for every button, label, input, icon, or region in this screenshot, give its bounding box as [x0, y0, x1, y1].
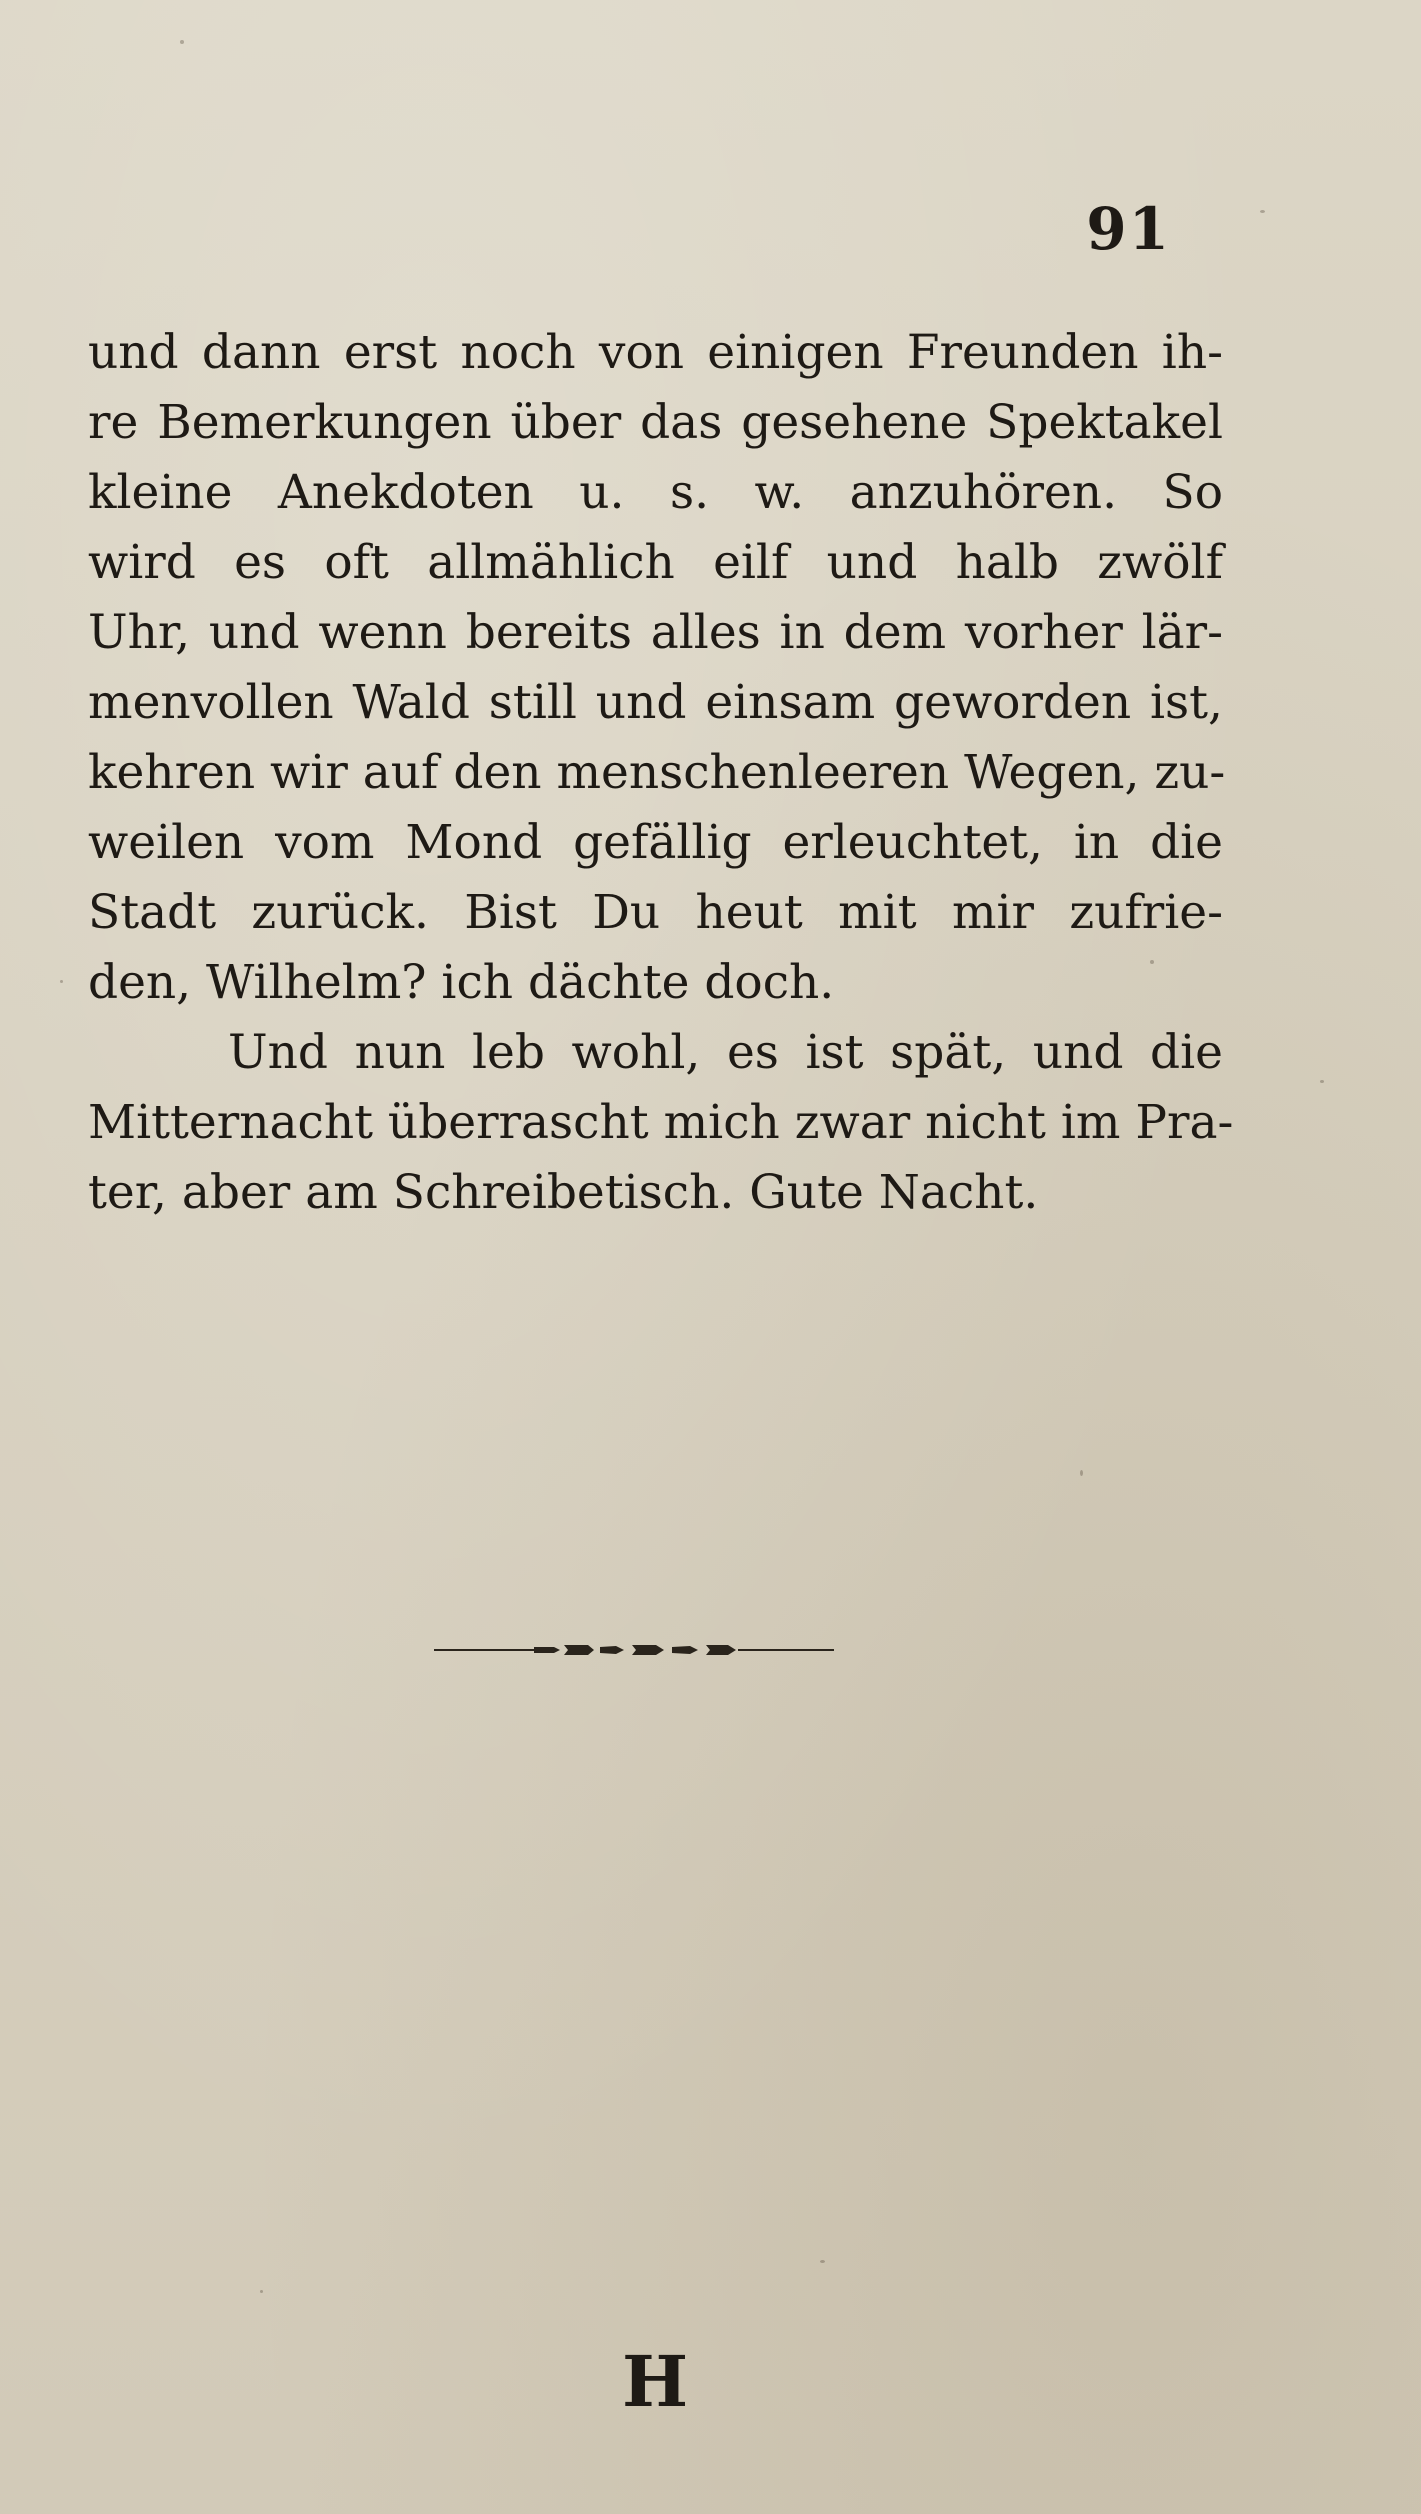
paper-speck: [260, 2290, 263, 2293]
paper-speck: [1260, 210, 1265, 213]
text-line: kehren wir auf den menschenleeren Wegen, zu-: [88, 745, 1226, 800]
signature-mark: H: [622, 2340, 689, 2423]
text-line: ter, aber am Schreibetisch. Gute Nacht.: [88, 1165, 1039, 1220]
text-line: den, Wilhelm? ich dächte doch.: [88, 955, 835, 1010]
text-line: weilen vom Mond gefällig erleuchtet, in die: [88, 815, 1223, 870]
text-line: Stadt zurück. Bist Du heut mit mir zufrie-: [88, 885, 1223, 940]
paper-speck: [1320, 1080, 1324, 1083]
text-line: Uhr, und wenn bereits alles in dem vorher lär-: [88, 605, 1223, 660]
paragraph: [88, 318, 1226, 1018]
paragraph: [88, 1018, 1234, 1228]
text-line: re Bemerkungen über das gesehene Spektakel: [88, 395, 1223, 450]
text-line: kleine Anekdoten u. s. w. anzuhören. So: [88, 465, 1223, 520]
paper-speck: [1080, 1470, 1083, 1476]
text-line: Und nun leb wohl, es ist spät, und die: [228, 1025, 1223, 1080]
text-line: und dann erst noch von einigen Freunden ih-: [88, 325, 1223, 380]
paper-speck: [60, 980, 63, 983]
text-line: Mitternacht überrascht mich zwar nicht im Pra-: [88, 1095, 1234, 1150]
divider-ornament: [428, 1630, 840, 1670]
text-line: wird es oft allmählich eilf und halb zwölf: [88, 535, 1223, 590]
paper-speck: [180, 40, 184, 44]
text-line: menvollen Wald still und einsam geworden ist,: [88, 675, 1223, 730]
body-text: [88, 318, 1234, 1228]
page-number: 91: [1086, 195, 1171, 263]
paper-speck: [820, 2260, 825, 2263]
